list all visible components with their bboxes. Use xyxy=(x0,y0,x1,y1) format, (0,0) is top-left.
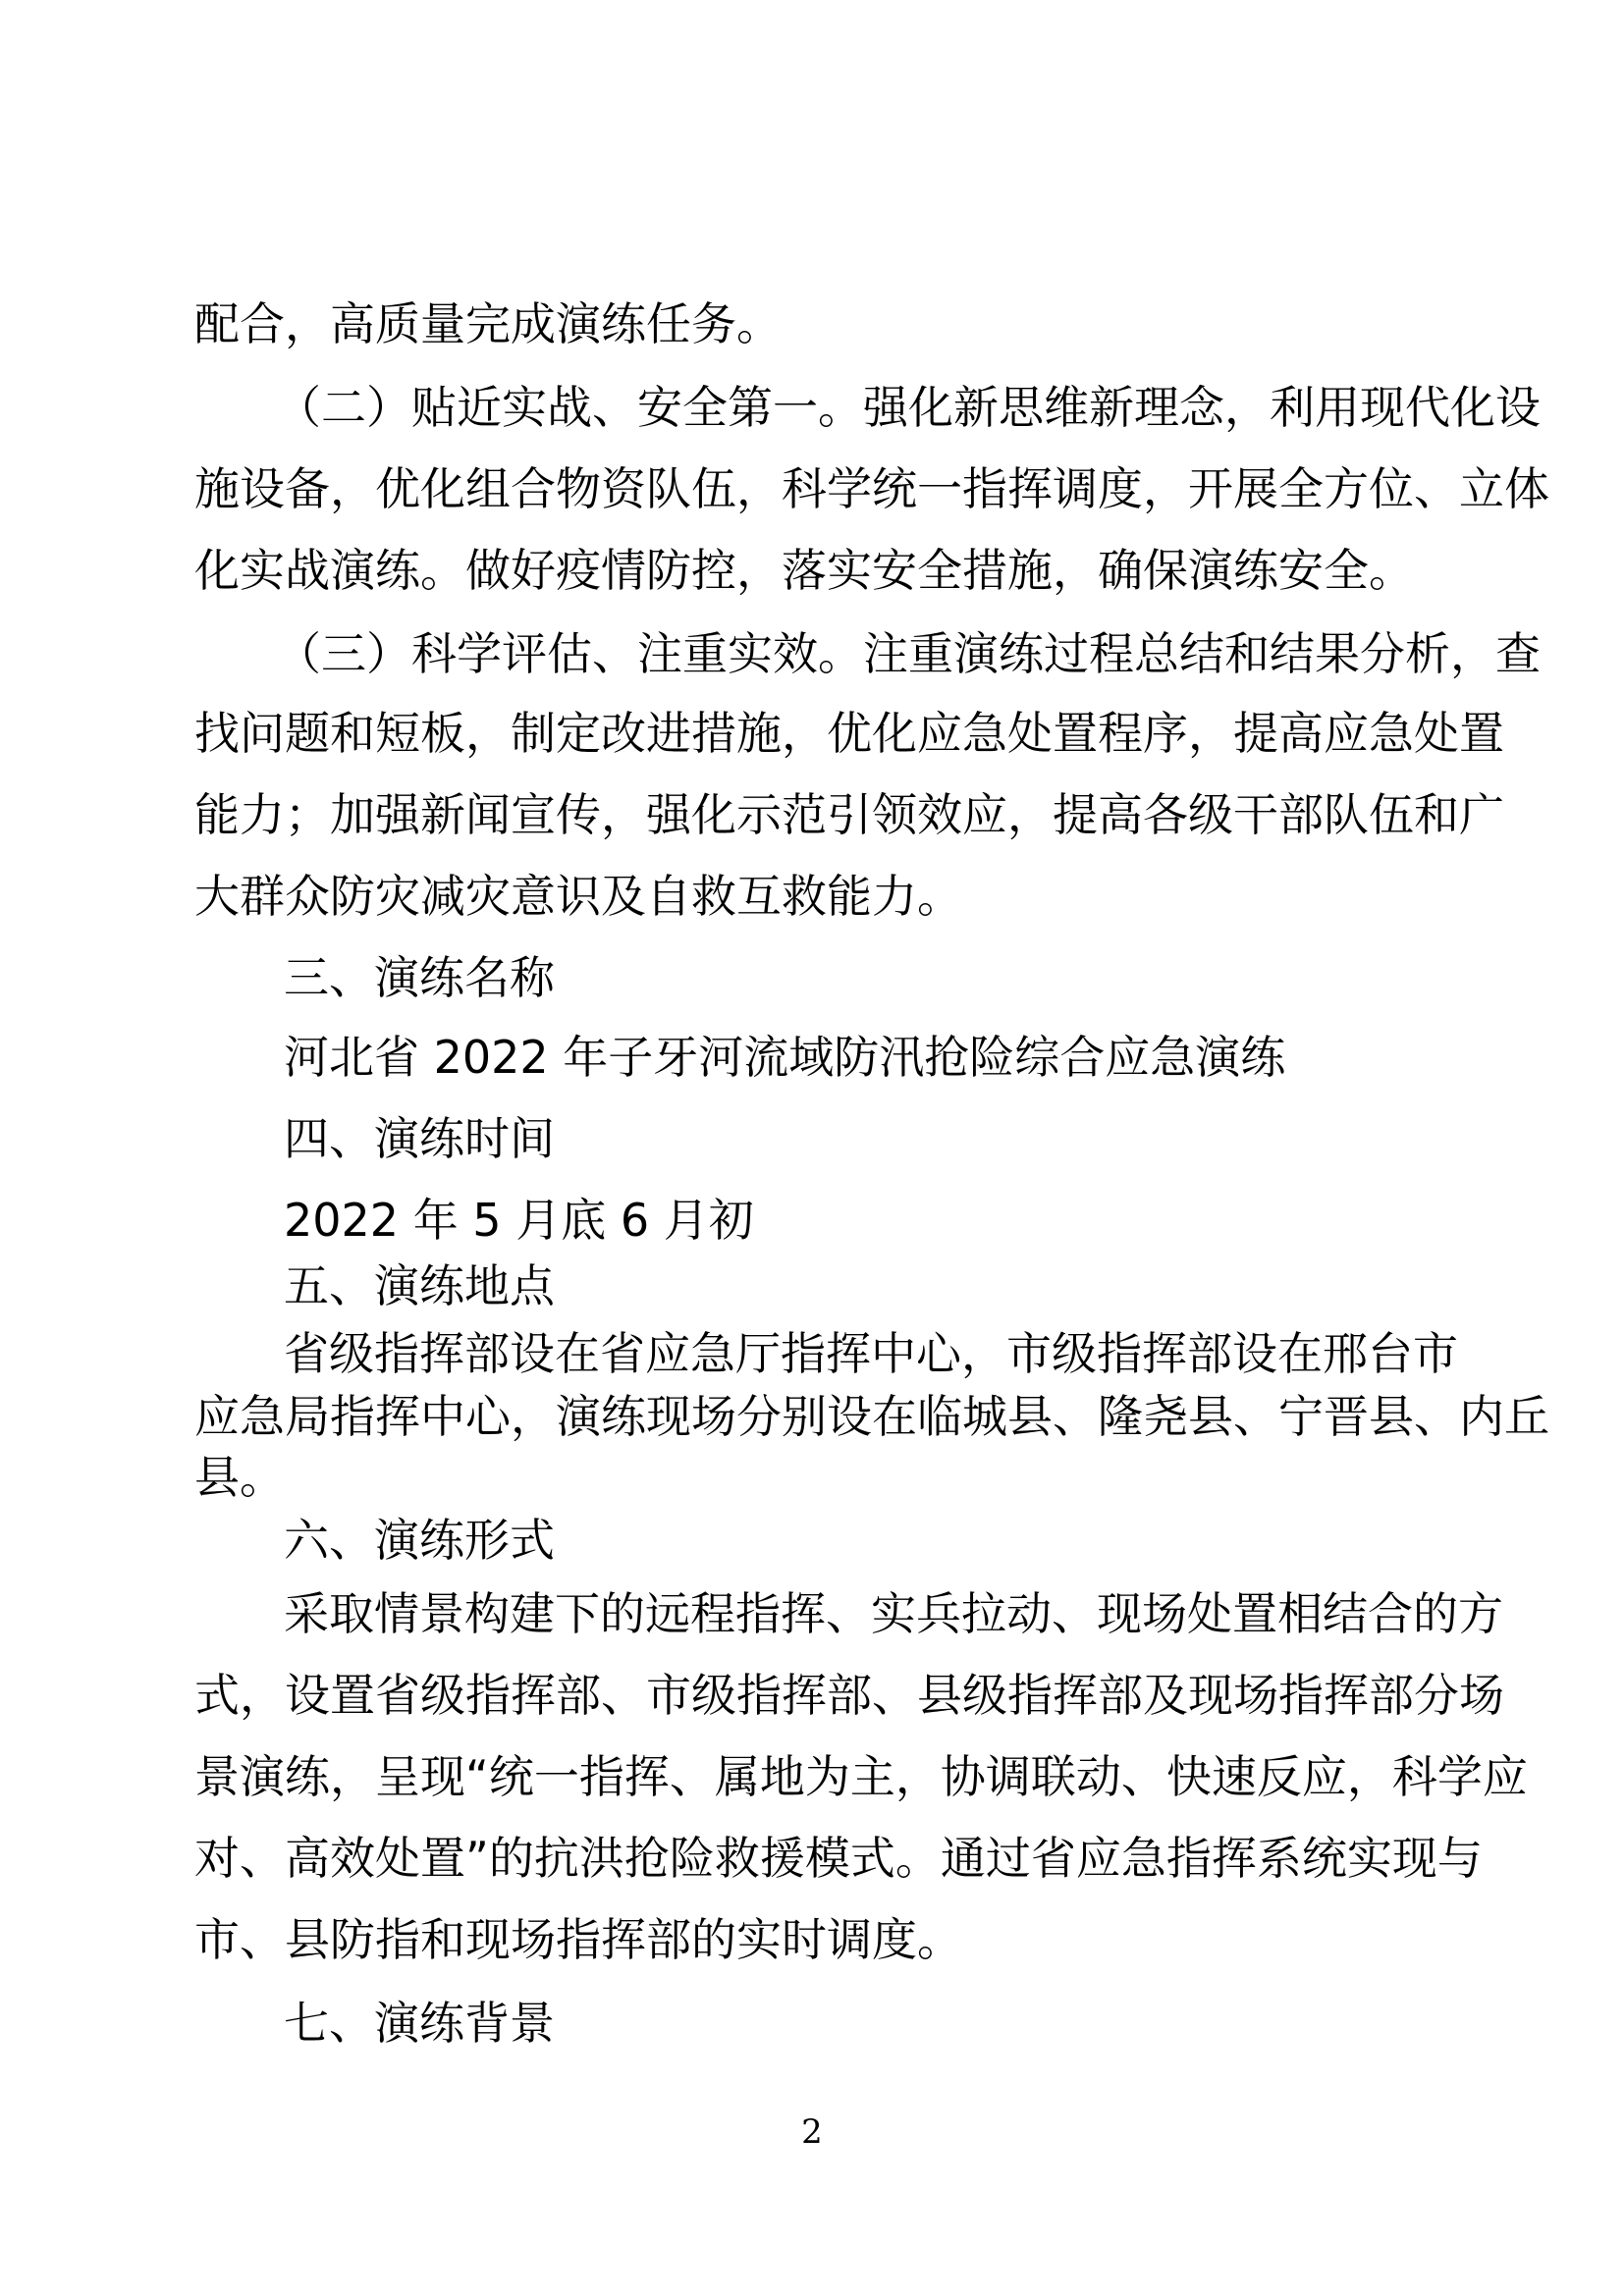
body-line: 式，设置省级指挥部、市级指挥部、县级指挥部及现场指挥部分场 xyxy=(194,1669,1504,1722)
body-line: 2022 年 5 月底 6 月初 xyxy=(284,1194,754,1247)
body-line: 市、县防指和现场指挥部的实时调度。 xyxy=(194,1913,962,1966)
page-number: 2 xyxy=(801,2112,823,2152)
section-title: 七、演练背景 xyxy=(284,1997,555,2050)
body-line: 找问题和短板，制定改进措施，优化应急处置程序，提高应急处置 xyxy=(194,707,1504,760)
body-line: 应急局指挥中心，演练现场分别设在临城县、隆尧县、宁晋县、内丘 xyxy=(194,1390,1549,1443)
body-line: 对、高效处置”的抗洪抢险救援模式。通过省应急指挥系统实现与 xyxy=(194,1832,1483,1885)
section-title: 六、演练形式 xyxy=(284,1514,555,1567)
body-line: 施设备，优化组合物资队伍，科学统一指挥调度，开展全方位、立体 xyxy=(194,462,1549,515)
body-line: 化实战演练。做好疫情防控，落实安全措施，确保演练安全。 xyxy=(194,544,1414,597)
section-heading-line: （二）贴近实战、安全第一。强化新思维新理念，利用现代化设 xyxy=(276,381,1541,434)
body-line: 能力；加强新闻宣传，强化示范引领效应，提高各级干部队伍和广 xyxy=(194,788,1504,841)
section-title: 三、演练名称 xyxy=(284,951,555,1004)
body-line: 采取情景构建下的远程指挥、实兵拉动、现场处置相结合的方 xyxy=(284,1587,1503,1640)
body-line: 配合，高质量完成演练任务。 xyxy=(194,297,782,350)
section-title: 五、演练地点 xyxy=(284,1259,555,1312)
body-line: 景演练，呈现“统一指挥、属地为主，协调联动、快速反应，科学应 xyxy=(194,1750,1528,1803)
section-heading-line: （三）科学评估、注重实效。注重演练过程总结和结果分析，查 xyxy=(276,627,1541,680)
body-line: 省级指挥部设在省应急厅指挥中心，市级指挥部设在邢台市 xyxy=(284,1327,1458,1380)
body-line: 大群众防灾减灾意识及自救互救能力。 xyxy=(194,870,962,923)
body-line: 河北省 2022 年子牙河流域防汛抢险综合应急演练 xyxy=(284,1031,1286,1084)
section-title: 四、演练时间 xyxy=(284,1112,555,1165)
body-line: 县。 xyxy=(194,1451,285,1504)
